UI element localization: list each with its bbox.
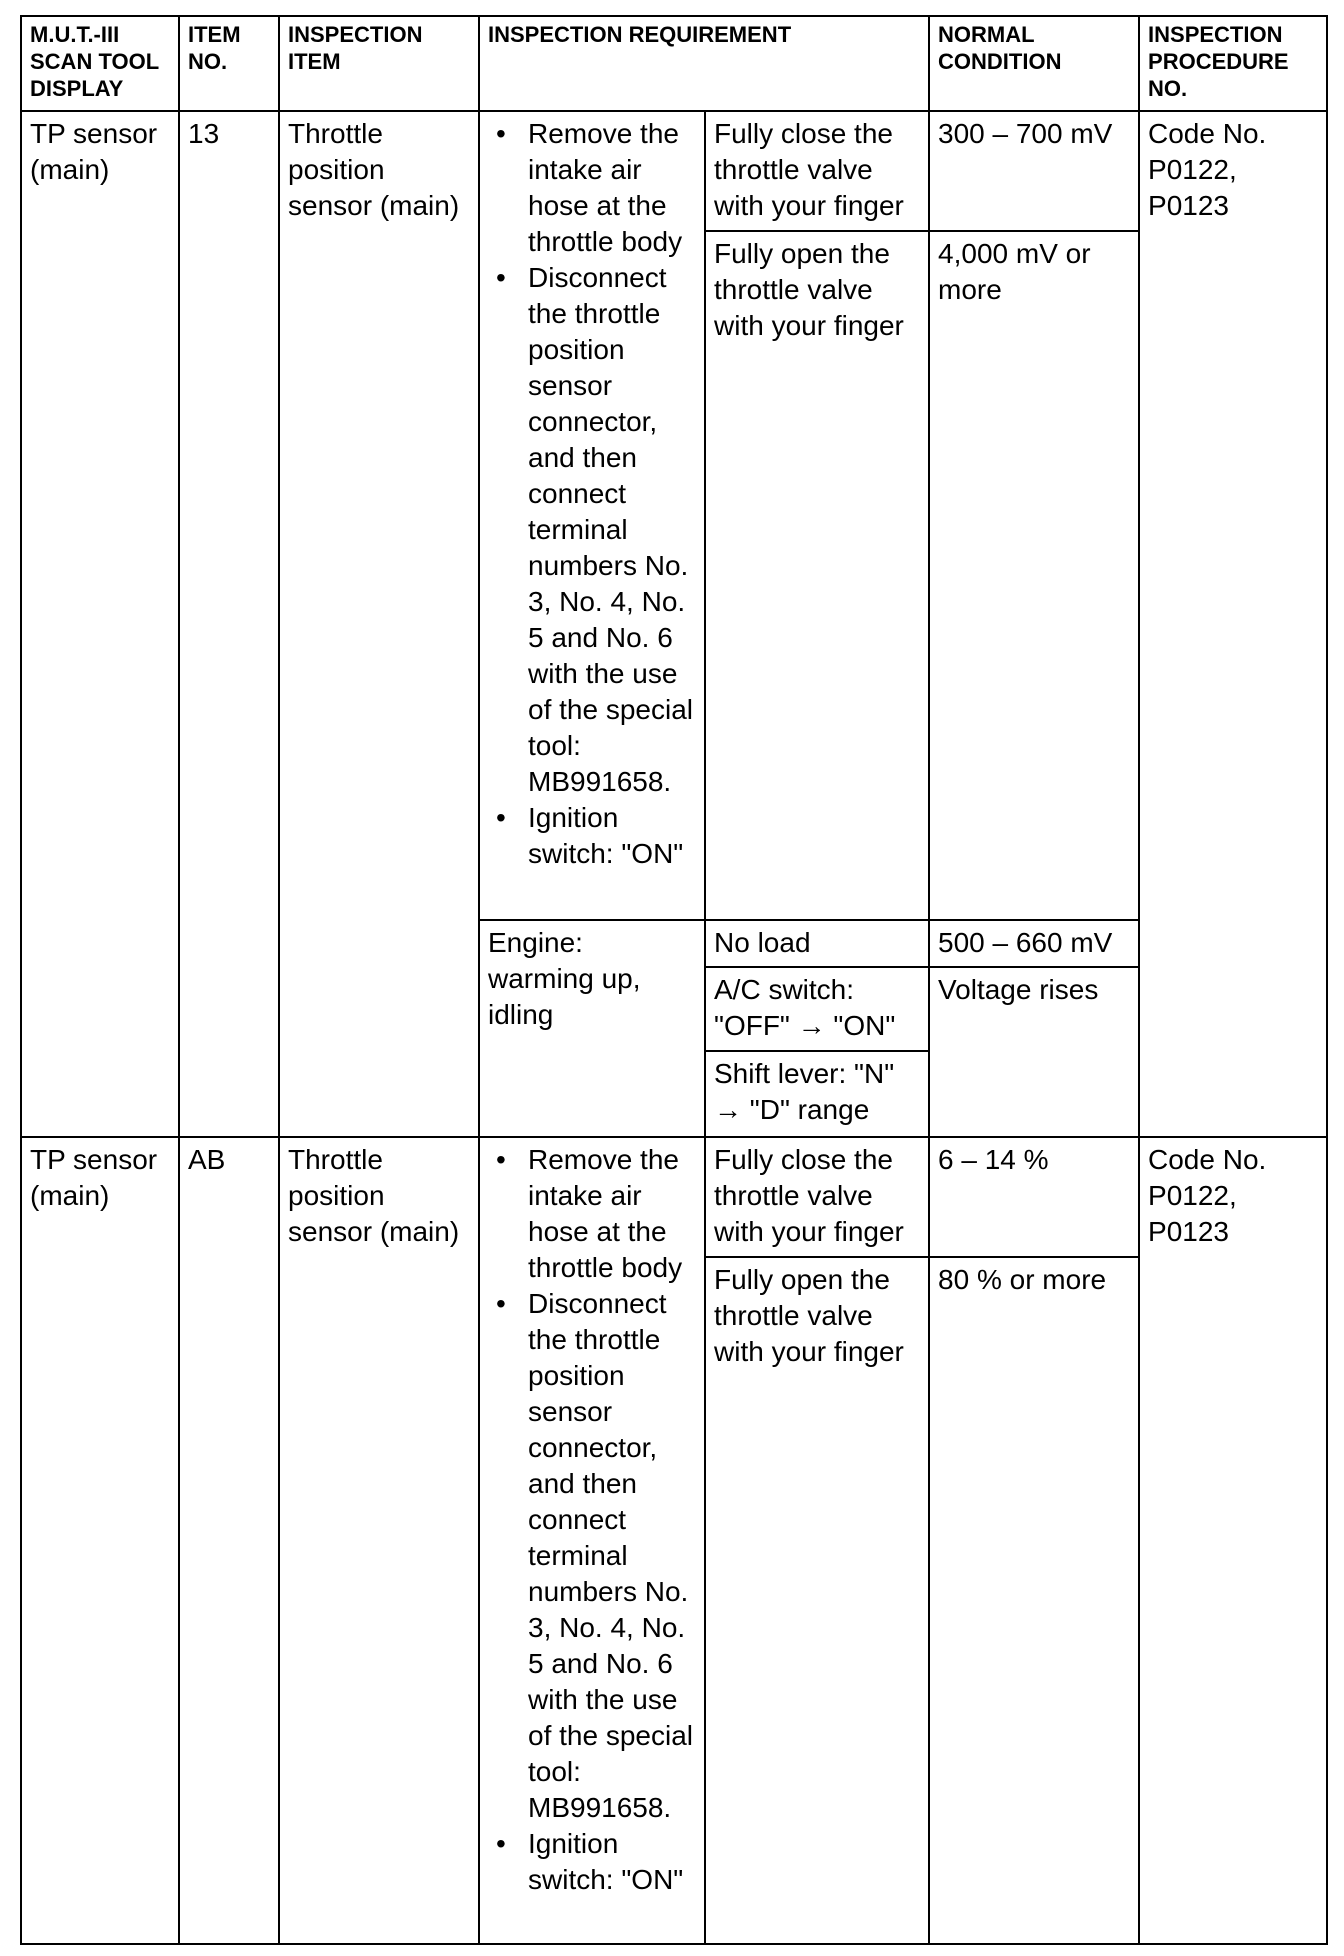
condition-cell: Fully open the throttle valve with your finger bbox=[705, 231, 929, 920]
normal-condition-cell: Voltage rises bbox=[929, 967, 1139, 1137]
requirement-list bbox=[488, 116, 696, 872]
item-no-cell: AB bbox=[179, 1137, 279, 1944]
header-item-no: ITEM NO. bbox=[179, 16, 279, 111]
list-item: • Remove the intake air hose at the throttle body bbox=[488, 116, 696, 260]
requirement-cell bbox=[479, 1137, 705, 1944]
list-item: • Ignition switch: "ON" bbox=[488, 800, 696, 872]
requirement-cell bbox=[479, 111, 705, 920]
inspection-table bbox=[20, 15, 1328, 1945]
header-inspection-requirement: INSPECTION REQUIREMENT bbox=[479, 16, 929, 111]
inspection-sheet bbox=[20, 15, 1326, 1943]
inspection-item-cell: Throttle position sensor (main) bbox=[279, 1137, 479, 1944]
requirement-list bbox=[488, 1142, 696, 1898]
condition-cell: A/C switch: "OFF" → "ON" bbox=[705, 967, 929, 1051]
list-item: • Remove the intake air hose at the throttle body bbox=[488, 1142, 696, 1286]
requirement-cell: Engine: warming up, idling bbox=[479, 920, 705, 1137]
item-no-cell: 13 bbox=[179, 111, 279, 1137]
condition-cell: No load bbox=[705, 920, 929, 967]
list-item: • Disconnect the throttle position sensor connector, and then connect terminal numbers No. 3, No. 4, No. 5 and No. 6 with the use of the special tool: MB991658. bbox=[488, 260, 696, 800]
header-scan-tool-display: M.U.T.-III SCAN TOOL DISPLAY bbox=[21, 16, 179, 111]
scan-tool-display-cell: TP sensor (main) bbox=[21, 111, 179, 1137]
inspection-item-cell: Throttle position sensor (main) bbox=[279, 111, 479, 1137]
table-row bbox=[21, 1137, 1327, 1257]
procedure-cell: Code No. P0122, P0123 bbox=[1139, 1137, 1327, 1944]
list-item: • Ignition switch: "ON" bbox=[488, 1826, 696, 1898]
header-row bbox=[21, 16, 1327, 111]
normal-condition-cell: 4,000 mV or more bbox=[929, 231, 1139, 920]
scan-tool-display-cell: TP sensor (main) bbox=[21, 1137, 179, 1944]
procedure-cell: Code No. P0122, P0123 bbox=[1139, 111, 1327, 1137]
list-item: • Disconnect the throttle position sensor connector, and then connect terminal numbers No. 3, No. 4, No. 5 and No. 6 with the use of the special tool: MB991658. bbox=[488, 1286, 696, 1826]
condition-cell: Fully close the throttle valve with your finger bbox=[705, 111, 929, 231]
normal-condition-cell: 6 – 14 % bbox=[929, 1137, 1139, 1257]
condition-cell: Fully open the throttle valve with your finger bbox=[705, 1257, 929, 1944]
header-normal-condition: NORMAL CONDITION bbox=[929, 16, 1139, 111]
condition-cell: Fully close the throttle valve with your finger bbox=[705, 1137, 929, 1257]
condition-cell: Shift lever: "N" → "D" range bbox=[705, 1051, 929, 1137]
header-inspection-procedure-no: INSPECTION PROCEDURE NO. bbox=[1139, 16, 1327, 111]
table-row bbox=[21, 111, 1327, 231]
normal-condition-cell: 500 – 660 mV bbox=[929, 920, 1139, 967]
normal-condition-cell: 300 – 700 mV bbox=[929, 111, 1139, 231]
normal-condition-cell: 80 % or more bbox=[929, 1257, 1139, 1944]
header-inspection-item: INSPECTION ITEM bbox=[279, 16, 479, 111]
